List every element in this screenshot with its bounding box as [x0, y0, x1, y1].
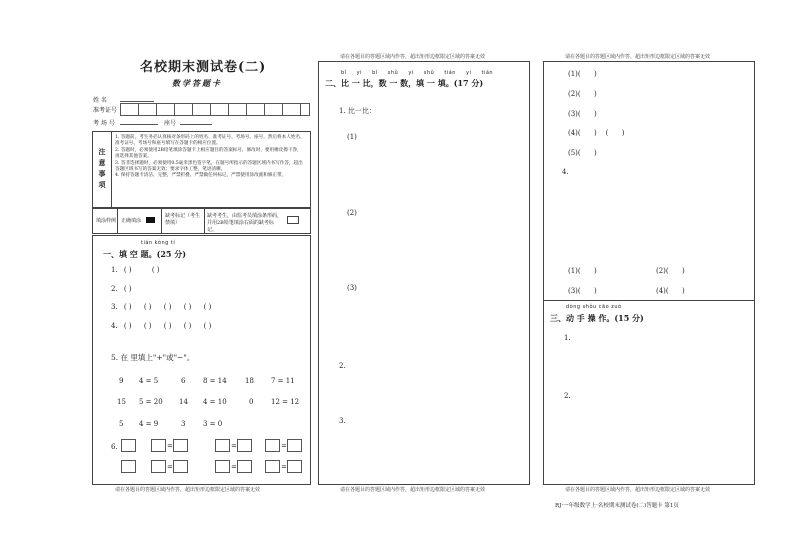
section2-pinyin: bǐ yi bǐ shǔ yi shǔ tián yi tián [341, 70, 494, 76]
q1-blank-b[interactable]: ( ) [151, 266, 160, 274]
q5-cell: 9 [119, 377, 124, 385]
q2-blank[interactable]: ( ) [123, 285, 132, 293]
q5-text: 5. 在 里填上"+"或"−"。 [111, 353, 195, 362]
panel2-sub-2: (2) [347, 209, 357, 217]
q6-box-2d[interactable] [287, 439, 302, 452]
q5-cell[interactable]: 8 = 14 [203, 377, 227, 385]
card-subtitle: 数学答题卡 [172, 78, 222, 88]
q3-blank-c[interactable]: ( ) [163, 303, 172, 311]
section2-title: 二、比 一 比，数 一 数，填 一 填。(17 分) [325, 78, 484, 88]
q5-cell: 18 [245, 377, 254, 385]
panel3-row-4[interactable]: (4)( ) ( ) [568, 129, 625, 137]
panel3-row-2[interactable]: (2)( ) [568, 90, 597, 98]
q5-cell[interactable]: 4 = 5 [139, 377, 159, 385]
note-1: 1. 答题前，考生务必认真核对条形码上的姓名、准考证号、考场号、座号，然后将本人姓名、准考证号、考场号和座号填写在答题卡的相应位置。 [115, 135, 305, 147]
panel3-row-3[interactable]: (3)( ) [568, 110, 597, 118]
note-3: 3. 答非选择题时，必须使用0.5毫米黑色签字笔，在题号所指示的答题区域内书写作答，超出答题区域书写的答案无效；要求字体工整，笔迹清晰。 [115, 160, 303, 173]
q4-blank-d[interactable]: ( ) [183, 322, 192, 330]
q3-blank-e[interactable]: ( ) [203, 303, 212, 311]
q3-blank-a[interactable]: ( ) [123, 303, 132, 311]
q6-box-2b[interactable] [237, 439, 252, 452]
q6-equals: = [231, 463, 237, 471]
note-2: 2. 答题时，必须使用2B铅笔填涂答题卡上相应题目的答案标号，修改时，要用橡皮擦干净，再选择其他答案。 [115, 147, 302, 160]
filled-mark-icon [146, 217, 155, 223]
q5-cell[interactable]: 4 = 10 [203, 398, 227, 406]
room-field[interactable] [120, 124, 158, 125]
section3-pinyin: dòng shǒu cāo zuò [566, 304, 622, 310]
panel3-row-a-1[interactable]: (1)( ) [568, 267, 597, 275]
q3-blank-d[interactable]: ( ) [183, 303, 192, 311]
q5-cell: 0 [249, 398, 254, 406]
section1-title: 一、填 空 题。(25 分) [103, 249, 187, 259]
panel2-item-1: 1. 比一比： [339, 107, 376, 115]
seat-label: 座号 [164, 120, 177, 127]
q1-blank-a[interactable]: ( ) [123, 266, 132, 274]
panel2-sub-1: (1) [347, 133, 357, 141]
q6-box-4b[interactable] [237, 460, 252, 473]
absent-checkbox[interactable] [287, 216, 299, 224]
q4: 4. ( ) ( ) ( ) ( ) ( ) [111, 322, 212, 330]
panel2-header-notice: 请在各题目的答题区域内作答，超出矩形边框限定区域的答案无效 [340, 54, 486, 60]
panel3-footer-notice: 请在各题目的答题区域内作答，超出矩形边框限定区域的答案无效 [565, 487, 711, 493]
q6-box-2c[interactable] [265, 439, 280, 452]
panel3-row-5[interactable]: (5)( ) [568, 149, 597, 157]
q5-cell: 3 [181, 420, 186, 428]
fill-example-label: 填涂样例 [96, 218, 117, 224]
absent-label: 缺考标记（考生禁填） [165, 213, 201, 226]
panel3-row-a-2[interactable]: (2)( ) [656, 267, 685, 275]
q6-equals: = [281, 463, 287, 471]
panel1-footer-notice: 请在各题目的答题区域内作答，超出矩形边框限定区域的答案无效 [115, 487, 261, 493]
q5-cell: 5 [119, 420, 124, 428]
panel3-divider [544, 300, 754, 301]
panel2-box [318, 61, 530, 485]
card-title: 名校期末测试卷(二) [140, 60, 267, 75]
section1-box [92, 235, 311, 485]
name-label: 姓 名 [93, 97, 107, 104]
section3-title: 三、动 手 操 作。(15 分) [550, 313, 644, 323]
section1-pinyin: tián kòng tí [141, 240, 176, 246]
notes-heading: 注意事项 [93, 132, 112, 207]
panel2-item-3: 3. [339, 417, 346, 425]
q4-blank-b[interactable]: ( ) [143, 322, 152, 330]
panel2-sub-3: (3) [347, 284, 357, 292]
q5-cell[interactable]: 4 = 9 [139, 420, 159, 428]
q6-box-1a[interactable] [121, 439, 136, 452]
page-footer: RJ·一年级数学上·名校期末测试卷(二)答题卡 第1页 [555, 503, 679, 509]
q6-box-1b[interactable] [151, 439, 166, 452]
q2: 2. ( ) [111, 285, 132, 293]
note-4: 4. 保持答题卡清洁、完整，严禁折叠、严禁做任何标记，严禁使用涂改液和修正带。 [115, 173, 287, 179]
q6-equals: = [167, 463, 173, 471]
panel2-item-2: 2. [339, 362, 346, 370]
panel3-row-b-2[interactable]: (4)( ) [656, 287, 685, 295]
id-label: 准考证号 [93, 107, 118, 114]
q4-blank-e[interactable]: ( ) [203, 322, 212, 330]
panel3-item-4: 4. [562, 168, 569, 176]
name-field[interactable] [120, 101, 154, 102]
q4-blank-c[interactable]: ( ) [163, 322, 172, 330]
q3: 3. ( ) ( ) ( ) ( ) ( ) [111, 303, 212, 311]
q6-equals: = [231, 442, 237, 450]
panel2-footer-notice: 请在各题目的答题区域内作答，超出矩形边框限定区域的答案无效 [340, 487, 486, 493]
absent-note: 缺考考生，由监考员填涂条形码，并用2B铅笔填涂右面的缺考标记。 [207, 213, 283, 233]
q5-cell: 14 [179, 398, 188, 406]
q6-box-1c[interactable] [173, 439, 188, 452]
q6-box-2a[interactable] [215, 439, 230, 452]
panel3-header-notice: 请在各题目的答题区域内作答，超出矩形边框限定区域的答案无效 [565, 54, 711, 60]
q6-box-4c[interactable] [265, 460, 280, 473]
fill-divider-3 [204, 209, 205, 233]
q3-blank-b[interactable]: ( ) [143, 303, 152, 311]
fill-example-correct: 正确填涂 [121, 218, 142, 224]
fill-divider [117, 209, 118, 233]
q5-cell[interactable]: 12 = 12 [271, 398, 300, 406]
q6-box-3b[interactable] [151, 460, 166, 473]
notes-text [115, 135, 305, 180]
panel3-row-1[interactable]: (1)( ) [568, 70, 597, 78]
fill-example-box [92, 208, 311, 234]
panel3-item-2: 2. [564, 392, 571, 400]
q5-cell: 6 [181, 377, 186, 385]
room-label: 考 场 号 [93, 120, 115, 127]
q5-cell[interactable]: 5 = 20 [139, 398, 163, 406]
panel3-row-b-1[interactable]: (3)( ) [568, 287, 597, 295]
panel3-box [543, 61, 755, 485]
q4-blank-a[interactable]: ( ) [123, 322, 132, 330]
q6-box-4d[interactable] [287, 460, 302, 473]
q6-equals: = [281, 442, 287, 450]
q6-label: 6. [111, 443, 118, 451]
q5-cell[interactable]: 3 = 0 [203, 420, 223, 428]
fill-divider-2 [161, 209, 162, 233]
q5-cell: 15 [117, 398, 126, 406]
q5-cell[interactable]: 7 = 11 [271, 377, 295, 385]
id-boxes[interactable] [120, 103, 310, 116]
q6-equals: = [167, 442, 173, 450]
seat-field[interactable] [180, 124, 212, 125]
q6-box-3a[interactable] [121, 460, 136, 473]
notes-box [92, 131, 311, 208]
q6-box-4a[interactable] [215, 460, 230, 473]
panel3-item-1: 1. [564, 334, 571, 342]
q1: 1. ( ) ( ) [111, 266, 160, 274]
q6-box-3c[interactable] [173, 460, 188, 473]
